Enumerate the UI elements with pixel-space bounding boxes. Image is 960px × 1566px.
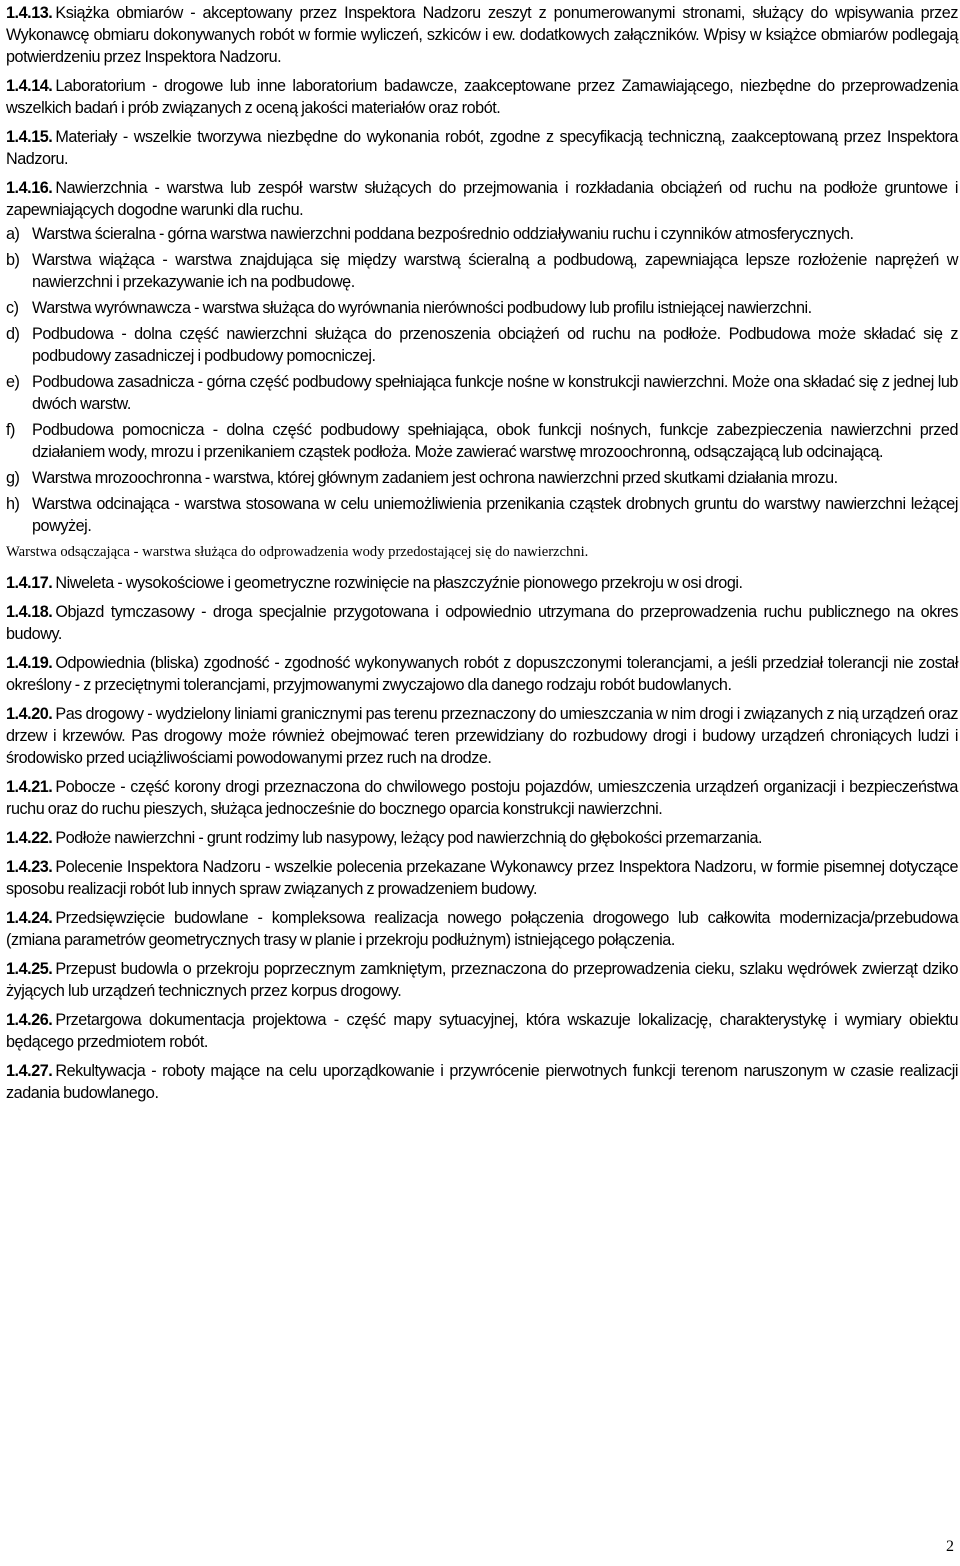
definition-text: Niweleta - wysokościowe i geometryczne rozwinięcie na płaszczyźnie pionowego przekroju w osi drogi. bbox=[55, 574, 743, 592]
subitem-e bbox=[6, 371, 958, 415]
definition-number: 1.4.23. bbox=[6, 858, 53, 876]
subitem-b bbox=[6, 249, 958, 293]
subitem-letter: g) bbox=[6, 469, 20, 487]
subitem-text: Podbudowa pomocnicza - dolna część podbudowy spełniająca, obok funkcji nośnych, funkcje zabezpieczenia nawierzchni przed działaniem wody, mrozu i przenikaniem cząstek podłoża. Może zawierać warstwę mrozoochronną, odsączającą lub odcinającą. bbox=[32, 421, 958, 461]
subitem-d bbox=[6, 323, 958, 367]
definition-1-4-18 bbox=[6, 601, 958, 645]
subitem-text: Warstwa wyrównawcza - warstwa służąca do wyrównania nierówności podbudowy lub profilu istniejącej nawierzchni. bbox=[32, 299, 812, 317]
definition-1-4-13 bbox=[6, 2, 958, 68]
definition-text: Książka obmiarów - akceptowany przez Inspektora Nadzoru zeszyt z ponumerowanymi stronami, służący do wpisywania przez Wykonawcę obmiaru dokonywanych robót w formie wyliczeń, szkiców i ew. dodatkowych załączników. Wpisy w książce obmiarów podlegają potwierdzeniu przez Inspektora Nadzoru. bbox=[6, 4, 958, 66]
definition-number: 1.4.17. bbox=[6, 574, 53, 592]
subitem-g bbox=[6, 467, 958, 489]
subitem-text: Warstwa mrozoochronna - warstwa, której głównym zadaniem jest ochrona nawierzchni przed skutkami działania mrozu. bbox=[32, 469, 838, 487]
definition-1-4-23 bbox=[6, 856, 958, 900]
subitem-letter: c) bbox=[6, 299, 19, 317]
definition-text: Pas drogowy - wydzielony liniami granicznymi pas terenu przeznaczony do umieszczania w nim drogi i związanych z nią urządzeń oraz drzew i krzewów. Pas drogowy może również obejmować teren przewidziany do rozbudowy drogi i budowy urządzeń chroniących ludzi i środowisko przed uciążliwościami powodowanymi przez ruch na drodze. bbox=[6, 705, 958, 767]
page-number: 2 bbox=[946, 1538, 954, 1555]
definition-number: 1.4.20. bbox=[6, 705, 53, 723]
definition-text: Przepust budowla o przekroju poprzecznym zamkniętym, przeznaczona do przeprowadzenia cieku, szlaku wędrówek zwierząt dziko żyjących lub urządzeń technicznych przez korpus drogowy. bbox=[6, 960, 958, 1000]
definition-text: Odpowiednia (bliska) zgodność - zgodność wykonywanych robót z dopuszczonymi tolerancjami, a jeśli przedział tolerancji nie został określony - z przeciętnymi tolerancjami, przyjmowanymi zwyczajowo dla danego rodzaju robót budowlanych. bbox=[6, 654, 958, 694]
subitem-letter: b) bbox=[6, 251, 20, 269]
definition-text: Nawierzchnia - warstwa lub zespół warstw służących do przejmowania i rozkładania obciążeń od ruchu na podłoże gruntowe i zapewniających dogodne warunki dla ruchu. bbox=[6, 179, 958, 219]
definition-1-4-25 bbox=[6, 958, 958, 1002]
subitem-letter: a) bbox=[6, 225, 20, 243]
definition-1-4-16 bbox=[6, 177, 958, 221]
definition-text: Materiały - wszelkie tworzywa niezbędne do wykonania robót, zgodne z specyfikacją techniczną, zaakceptowaną przez Inspektora Nadzoru. bbox=[6, 128, 958, 168]
document-body bbox=[6, 2, 958, 1111]
definition-number: 1.4.25. bbox=[6, 960, 53, 978]
definition-number: 1.4.26. bbox=[6, 1011, 53, 1029]
definition-1-4-14 bbox=[6, 75, 958, 119]
subitem-letter: e) bbox=[6, 373, 20, 391]
subitem-text: Warstwa ścieralna - górna warstwa nawierzchni poddana bezpośrednio oddziaływaniu ruchu i czynników atmosferycznych. bbox=[32, 225, 854, 243]
definition-number: 1.4.13. bbox=[6, 4, 53, 22]
definition-text: Rekultywacja - roboty mające na celu uporządkowanie i przywrócenie pierwotnych funkcji terenom naruszonym w czasie realizacji zadania budowlanego. bbox=[6, 1062, 958, 1102]
subitem-letter: d) bbox=[6, 325, 20, 343]
definition-text: Laboratorium - drogowe lub inne laboratorium badawcze, zaakceptowane przez Zamawiającego, niezbędne do przeprowadzenia wszelkich badań i prób związanych z oceną jakości materiałów oraz robót. bbox=[6, 77, 958, 117]
definition-number: 1.4.16. bbox=[6, 179, 53, 197]
definition-text: Przetargowa dokumentacja projektowa - część mapy sytuacyjnej, która wskazuje lokalizację, charakterystykę i wymiary obiektu będącego przedmiotem robót. bbox=[6, 1011, 958, 1051]
definition-text: Objazd tymczasowy - droga specjalnie przygotowana i odpowiednio utrzymana do przeprowadzenia ruchu publicznego na okres budowy. bbox=[6, 603, 958, 643]
drainage-layer-note: Warstwa odsączająca - warstwa służąca do odprowadzenia wody przedostającej się do nawierzchni. bbox=[6, 544, 589, 560]
definition-text: Przedsięwzięcie budowlane - kompleksowa realizacja nowego połączenia drogowego lub całkowita modernizacja/przebudowa (zmiana parametrów geometrycznych trasy w planie i przekroju podłużnym) istniejącego połączenia. bbox=[6, 909, 958, 949]
subitem-c bbox=[6, 297, 958, 319]
definition-number: 1.4.18. bbox=[6, 603, 53, 621]
subitem-letter: f) bbox=[6, 421, 15, 439]
definition-1-4-15 bbox=[6, 126, 958, 170]
definition-number: 1.4.14. bbox=[6, 77, 53, 95]
subitem-text: Podbudowa - dolna część nawierzchni służąca do przenoszenia obciążeń od ruchu na podłoże. Podbudowa może składać się z podbudowy zasadniczej i podbudowy pomocniczej. bbox=[32, 325, 958, 365]
definition-1-4-24 bbox=[6, 907, 958, 951]
subitem-h bbox=[6, 493, 958, 537]
definition-1-4-27 bbox=[6, 1060, 958, 1104]
definition-1-4-26 bbox=[6, 1009, 958, 1053]
definition-1-4-17 bbox=[6, 572, 958, 594]
definition-1-4-19 bbox=[6, 652, 958, 696]
definition-number: 1.4.24. bbox=[6, 909, 53, 927]
definition-number: 1.4.15. bbox=[6, 128, 53, 146]
definition-number: 1.4.22. bbox=[6, 829, 53, 847]
definition-text: Podłoże nawierzchni - grunt rodzimy lub nasypowy, leżący pod nawierzchnią do głębokości przemarzania. bbox=[55, 829, 763, 847]
definition-number: 1.4.19. bbox=[6, 654, 53, 672]
definition-number: 1.4.21. bbox=[6, 778, 53, 796]
subitem-text: Warstwa wiążąca - warstwa znajdująca się między warstwą ścieralną a podbudową, zapewniająca lepsze rozłożenie naprężeń w nawierzchni i przekazywanie ich na podbudowę. bbox=[32, 251, 958, 291]
definition-1-4-21 bbox=[6, 776, 958, 820]
subitem-a bbox=[6, 223, 958, 245]
definition-text: Polecenie Inspektora Nadzoru - wszelkie polecenia przekazane Wykonawcy przez Inspektora Nadzoru, w formie pisemnej dotyczące sposobu realizacji robót lub innych spraw związanych z prowadzeniem budowy. bbox=[6, 858, 958, 898]
definition-1-4-20 bbox=[6, 703, 958, 769]
definition-text: Pobocze - część korony drogi przeznaczona do chwilowego postoju pojazdów, umieszczenia urządzeń organizacji i bezpieczeństwa ruchu oraz do ruchu pieszych, służąca jednocześnie do bocznego oparcia konstrukcji nawierzchni. bbox=[6, 778, 958, 818]
subitem-text: Warstwa odcinająca - warstwa stosowana w celu uniemożliwienia przenikania cząstek drobnych gruntu do warstwy nawierzchni leżącej powyżej. bbox=[32, 495, 958, 535]
subitem-f bbox=[6, 419, 958, 463]
definition-number: 1.4.27. bbox=[6, 1062, 53, 1080]
subitem-text: Podbudowa zasadnicza - górna część podbudowy spełniająca funkcje nośne w konstrukcji nawierzchni. Może ona składać się z jednej lub dwóch warstw. bbox=[32, 373, 958, 413]
definition-1-4-22 bbox=[6, 827, 958, 849]
subitem-letter: h) bbox=[6, 495, 20, 513]
